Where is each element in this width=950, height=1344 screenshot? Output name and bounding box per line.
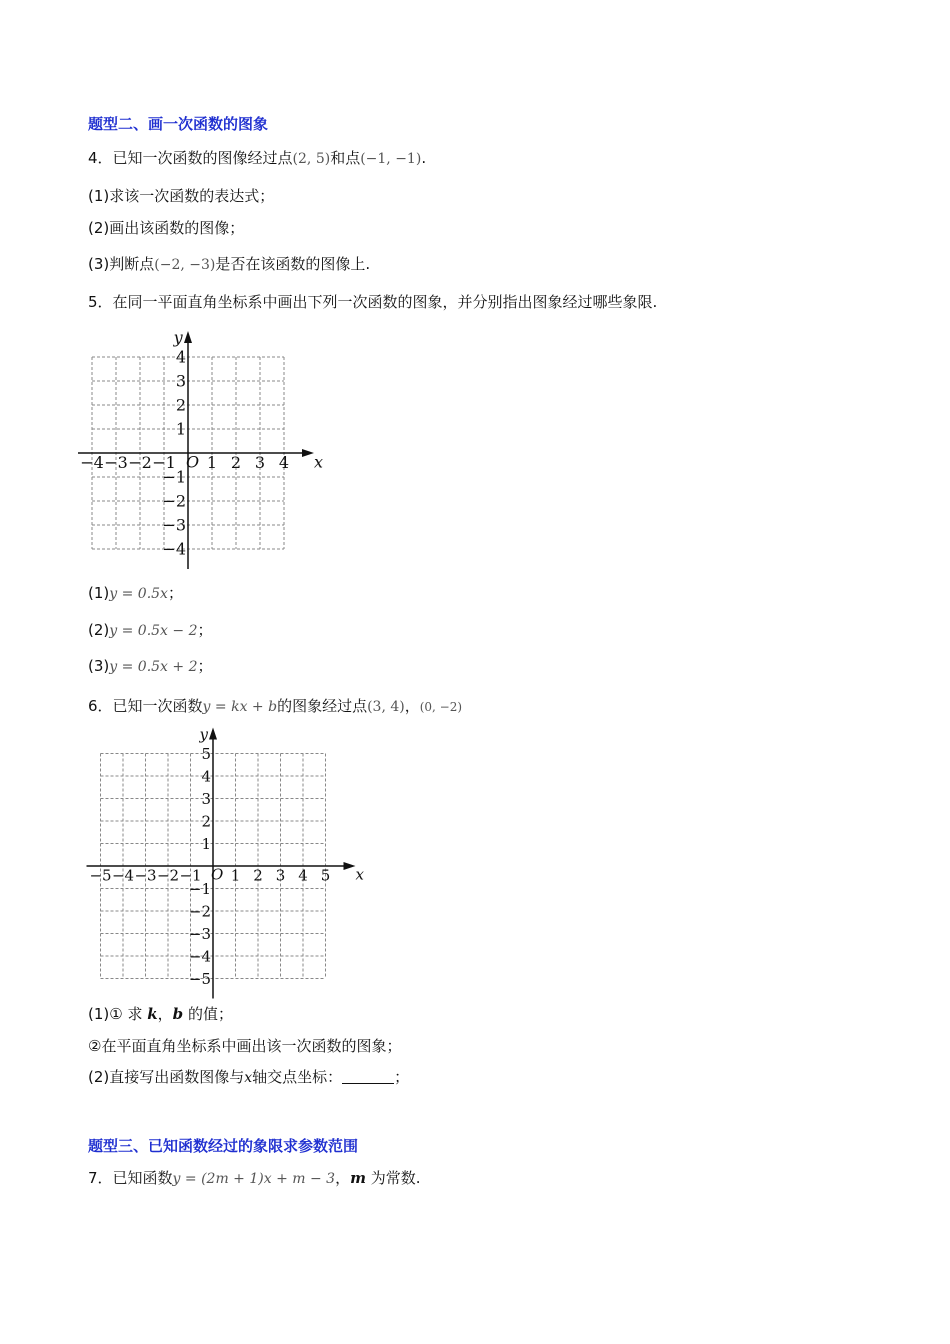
x-axis-label: x	[314, 452, 324, 472]
section-heading-2: 题型二、画一次函数的图象	[88, 115, 269, 133]
x-tick-label: 5	[320, 866, 331, 885]
q6-var-x: x	[244, 1070, 253, 1086]
question-5-stem: 5．在同一平面直角坐标系中画出下列一次函数的图象，并分别指出图象经过哪些象限.	[88, 293, 658, 311]
q6-sub-1	[88, 1003, 233, 1025]
section-heading-3: 题型三、已知函数经过的象限求参数范围	[88, 1137, 359, 1155]
y-tick-label: 3	[175, 371, 186, 391]
q7-expr: y = (2m + 1)x + m − 3	[172, 1171, 336, 1187]
q6-sep: ，	[404, 697, 420, 715]
x-tick-label: −1	[152, 453, 176, 473]
q6-var-b: b	[172, 1005, 184, 1023]
x-tick-label: −5	[89, 866, 112, 885]
q6-mid: 的图象经过点	[277, 697, 368, 715]
y-axis-arrow	[184, 331, 192, 343]
question-6-stem	[88, 695, 462, 718]
y-tick-label: 1	[201, 834, 211, 853]
y-tick-label: −1	[162, 467, 186, 487]
coordinate-grid-2	[80, 725, 364, 990]
x-tick-label: 3	[275, 866, 286, 885]
y-tick-label: −4	[162, 539, 186, 559]
x-axis-arrow	[302, 449, 314, 457]
x-tick-label: 4	[298, 866, 308, 885]
x-tick-label: −2	[156, 866, 180, 885]
y-tick-label: 3	[201, 789, 211, 808]
q6-s3-end: ；	[394, 1068, 410, 1086]
q5-item-2	[88, 619, 213, 642]
x-tick-label: −4	[80, 453, 104, 473]
coordinate-grid-1	[80, 325, 340, 575]
y-tick-label: 2	[201, 812, 211, 831]
q4-s3-point: (−2, −3)	[154, 257, 216, 273]
q6-expr: y = kx + b	[202, 699, 278, 715]
y-tick-label: −2	[162, 491, 186, 511]
q5-item-2-end: ；	[197, 621, 213, 639]
q5-item-1-end: ；	[167, 584, 183, 602]
q5-item-3-label: (3)	[88, 657, 110, 675]
x-tick-label: −4	[111, 866, 135, 885]
y-tick-label: −4	[188, 947, 211, 966]
q5-item-1-label: (1)	[88, 584, 110, 602]
q6-point-2: (0, −2)	[419, 700, 463, 714]
y-tick-label: −3	[188, 924, 211, 943]
q6-var-k: k	[147, 1005, 158, 1023]
q6-s1-suffix: 的值；	[187, 1005, 233, 1023]
q5-item-3	[88, 655, 213, 678]
q5-item-2-label: (2)	[88, 621, 110, 639]
q4-sub-3	[88, 253, 370, 276]
x-tick-label: 2	[253, 866, 263, 885]
q7-suffix: 为常数.	[370, 1169, 421, 1187]
q4-prefix: 4．已知一次函数的图像经过点	[88, 149, 293, 167]
y-tick-label: 5	[201, 744, 211, 763]
y-tick-label: 1	[175, 419, 186, 439]
answer-blank[interactable]	[342, 1069, 394, 1084]
y-axis-arrow	[209, 728, 217, 740]
origin-label: O	[186, 452, 200, 472]
q7-var-m: m	[350, 1169, 366, 1187]
q6-s3-prefix: (2)直接写出函数图像与	[88, 1068, 245, 1086]
q5-item-1-expr: y = 0.5x	[109, 586, 168, 602]
q6-sub-3	[88, 1066, 409, 1089]
q4-mid: 和点	[330, 149, 361, 167]
x-tick-label: 2	[230, 453, 242, 473]
x-tick-label: 1	[230, 866, 241, 885]
y-tick-label: −5	[188, 969, 211, 988]
q5-item-2-expr: y = 0.5x − 2	[109, 623, 198, 639]
q7-prefix: 7．已知函数	[88, 1169, 173, 1187]
q6-prefix: 6．已知一次函数	[88, 697, 203, 715]
y-tick-label: 2	[175, 395, 186, 415]
q6-comma: ，	[157, 1005, 173, 1023]
y-axis-label: y	[199, 725, 208, 744]
q6-s3-mid: 轴交点坐标：	[252, 1068, 343, 1086]
y-axis-label: y	[173, 328, 183, 347]
q4-point-1: (2, 5)	[292, 151, 331, 167]
q6-point-1: (3, 4)	[367, 699, 405, 715]
origin-label: O	[211, 865, 224, 884]
q6-s1-prefix: (1)① 求	[88, 1005, 143, 1023]
q4-sub-1: (1)求该一次函数的表达式；	[88, 187, 275, 205]
q4-suffix: .	[421, 149, 427, 167]
x-tick-label: −2	[128, 453, 152, 473]
q6-sub-2: ②在平面直角坐标系中画出该一次函数的图象；	[88, 1037, 402, 1055]
x-axis-label: x	[355, 865, 364, 884]
q4-sub-2: (2)画出该函数的图像；	[88, 219, 245, 237]
q5-item-1	[88, 582, 183, 605]
q4-s3-prefix: (3)判断点	[88, 255, 155, 273]
x-tick-label: −3	[134, 866, 157, 885]
q5-item-3-end: ；	[197, 657, 213, 675]
x-axis-arrow	[344, 862, 356, 870]
x-tick-label: 3	[254, 453, 266, 473]
question-7-stem	[88, 1167, 421, 1190]
y-tick-label: −3	[162, 515, 186, 535]
q5-item-3-expr: y = 0.5x + 2	[109, 659, 198, 675]
y-tick-label: −1	[188, 879, 211, 898]
y-tick-label: 4	[175, 347, 186, 367]
y-tick-label: 4	[201, 767, 211, 786]
question-4-stem	[88, 147, 426, 170]
x-tick-label: 4	[278, 453, 290, 473]
y-tick-label: −2	[188, 902, 211, 921]
x-tick-label: −1	[179, 866, 202, 885]
q7-sep: ，	[335, 1169, 351, 1187]
q4-point-2: (−1, −1)	[360, 151, 422, 167]
x-tick-label: 1	[206, 453, 218, 473]
x-tick-label: −3	[104, 453, 128, 473]
q4-s3-suffix: 是否在该函数的图像上.	[215, 255, 371, 273]
